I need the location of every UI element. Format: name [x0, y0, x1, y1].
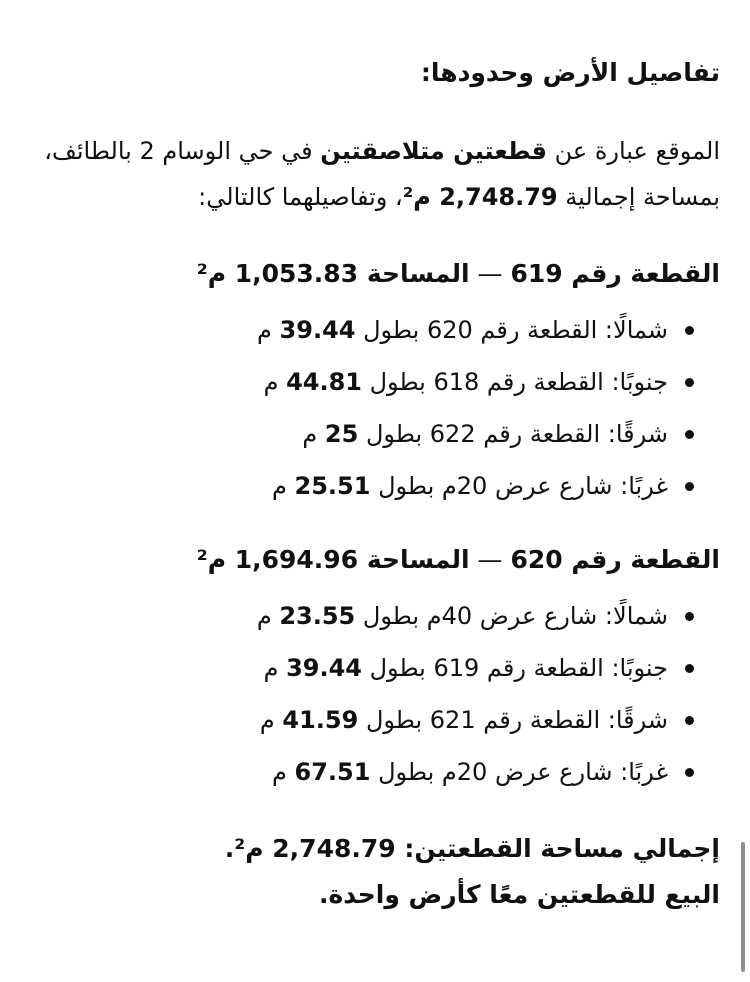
length-unit: م: [272, 472, 295, 500]
plot-heading: [22, 540, 720, 580]
boundary-length: 25: [324, 420, 359, 448]
list-item: [22, 746, 698, 798]
length-unit: م: [257, 316, 280, 344]
list-item: [22, 642, 698, 694]
boundary-length: 39.44: [286, 654, 362, 682]
length-unit: م: [259, 706, 283, 734]
intro-text: في حي الوسام 2 بالطائف،: [44, 137, 321, 165]
list-item: [22, 304, 698, 356]
boundary-text: شمالًا: شارع عرض 40م بطول: [355, 602, 668, 630]
list-item: [22, 694, 698, 746]
sale-note-line: البيع للقطعتين معًا كأرض واحدة.: [319, 880, 720, 909]
area-unit: م²: [196, 545, 235, 574]
boundary-list: [22, 590, 720, 798]
boundary-length: 44.81: [286, 368, 362, 396]
boundary-text: جنوبًا: القطعة رقم 619 بطول: [361, 654, 668, 682]
boundary-text: جنوبًا: القطعة رقم 618 بطول: [361, 368, 668, 396]
scrollbar-thumb[interactable]: [741, 842, 745, 972]
intro-text: بمساحة إجمالية: [557, 183, 720, 211]
intro-text: ، وتفاصيلهما كالتالي:: [198, 183, 403, 211]
heading-dash: —: [469, 259, 511, 288]
plot-619: [22, 254, 720, 512]
list-item: [22, 356, 698, 408]
boundary-text: غربًا: شارع عرض 20م بطول: [370, 758, 668, 786]
plot-620: [22, 540, 720, 798]
area-unit: م²: [196, 259, 235, 288]
heading-dash: —: [469, 545, 511, 574]
boundary-length: 41.59: [282, 706, 359, 734]
boundary-list: [22, 304, 720, 512]
plot-heading: [22, 254, 720, 294]
boundary-length: 39.44: [279, 316, 356, 344]
plot-area: المساحة 1,053.83: [234, 259, 470, 288]
section-title: تفاصيل الأرض وحدودها:: [420, 58, 720, 87]
boundary-length: 23.55: [279, 602, 356, 630]
length-unit: م: [256, 602, 280, 630]
boundary-length: 25.51: [294, 472, 371, 500]
length-unit: م: [263, 368, 287, 396]
list-item: [22, 590, 698, 642]
plot-number: القطعة رقم 619: [510, 259, 720, 288]
total-summary: [22, 826, 720, 918]
boundary-length: 67.51: [294, 758, 371, 786]
list-item: [22, 460, 698, 512]
total-area-line: إجمالي مساحة القطعتين: 2,748.79 م².: [224, 834, 720, 863]
length-unit: م: [302, 420, 325, 448]
boundary-text: شمالًا: القطعة رقم 620 بطول: [355, 316, 668, 344]
boundary-text: غربًا: شارع عرض 20م بطول: [370, 472, 668, 500]
intro-text: الموقع عبارة عن: [546, 137, 720, 165]
length-unit: م: [263, 654, 287, 682]
total-area-highlight: 2,748.79 م²: [402, 183, 558, 211]
list-item: [22, 408, 698, 460]
intro-highlight: قطعتين متلاصقتين: [320, 137, 547, 165]
plot-area: المساحة 1,694.96: [234, 545, 470, 574]
boundary-text: شرقًا: القطعة رقم 621 بطول: [358, 706, 668, 734]
plot-number: القطعة رقم 620: [510, 545, 720, 574]
intro-paragraph: [22, 128, 720, 220]
boundary-text: شرقًا: القطعة رقم 622 بطول: [358, 420, 668, 448]
length-unit: م: [272, 758, 295, 786]
